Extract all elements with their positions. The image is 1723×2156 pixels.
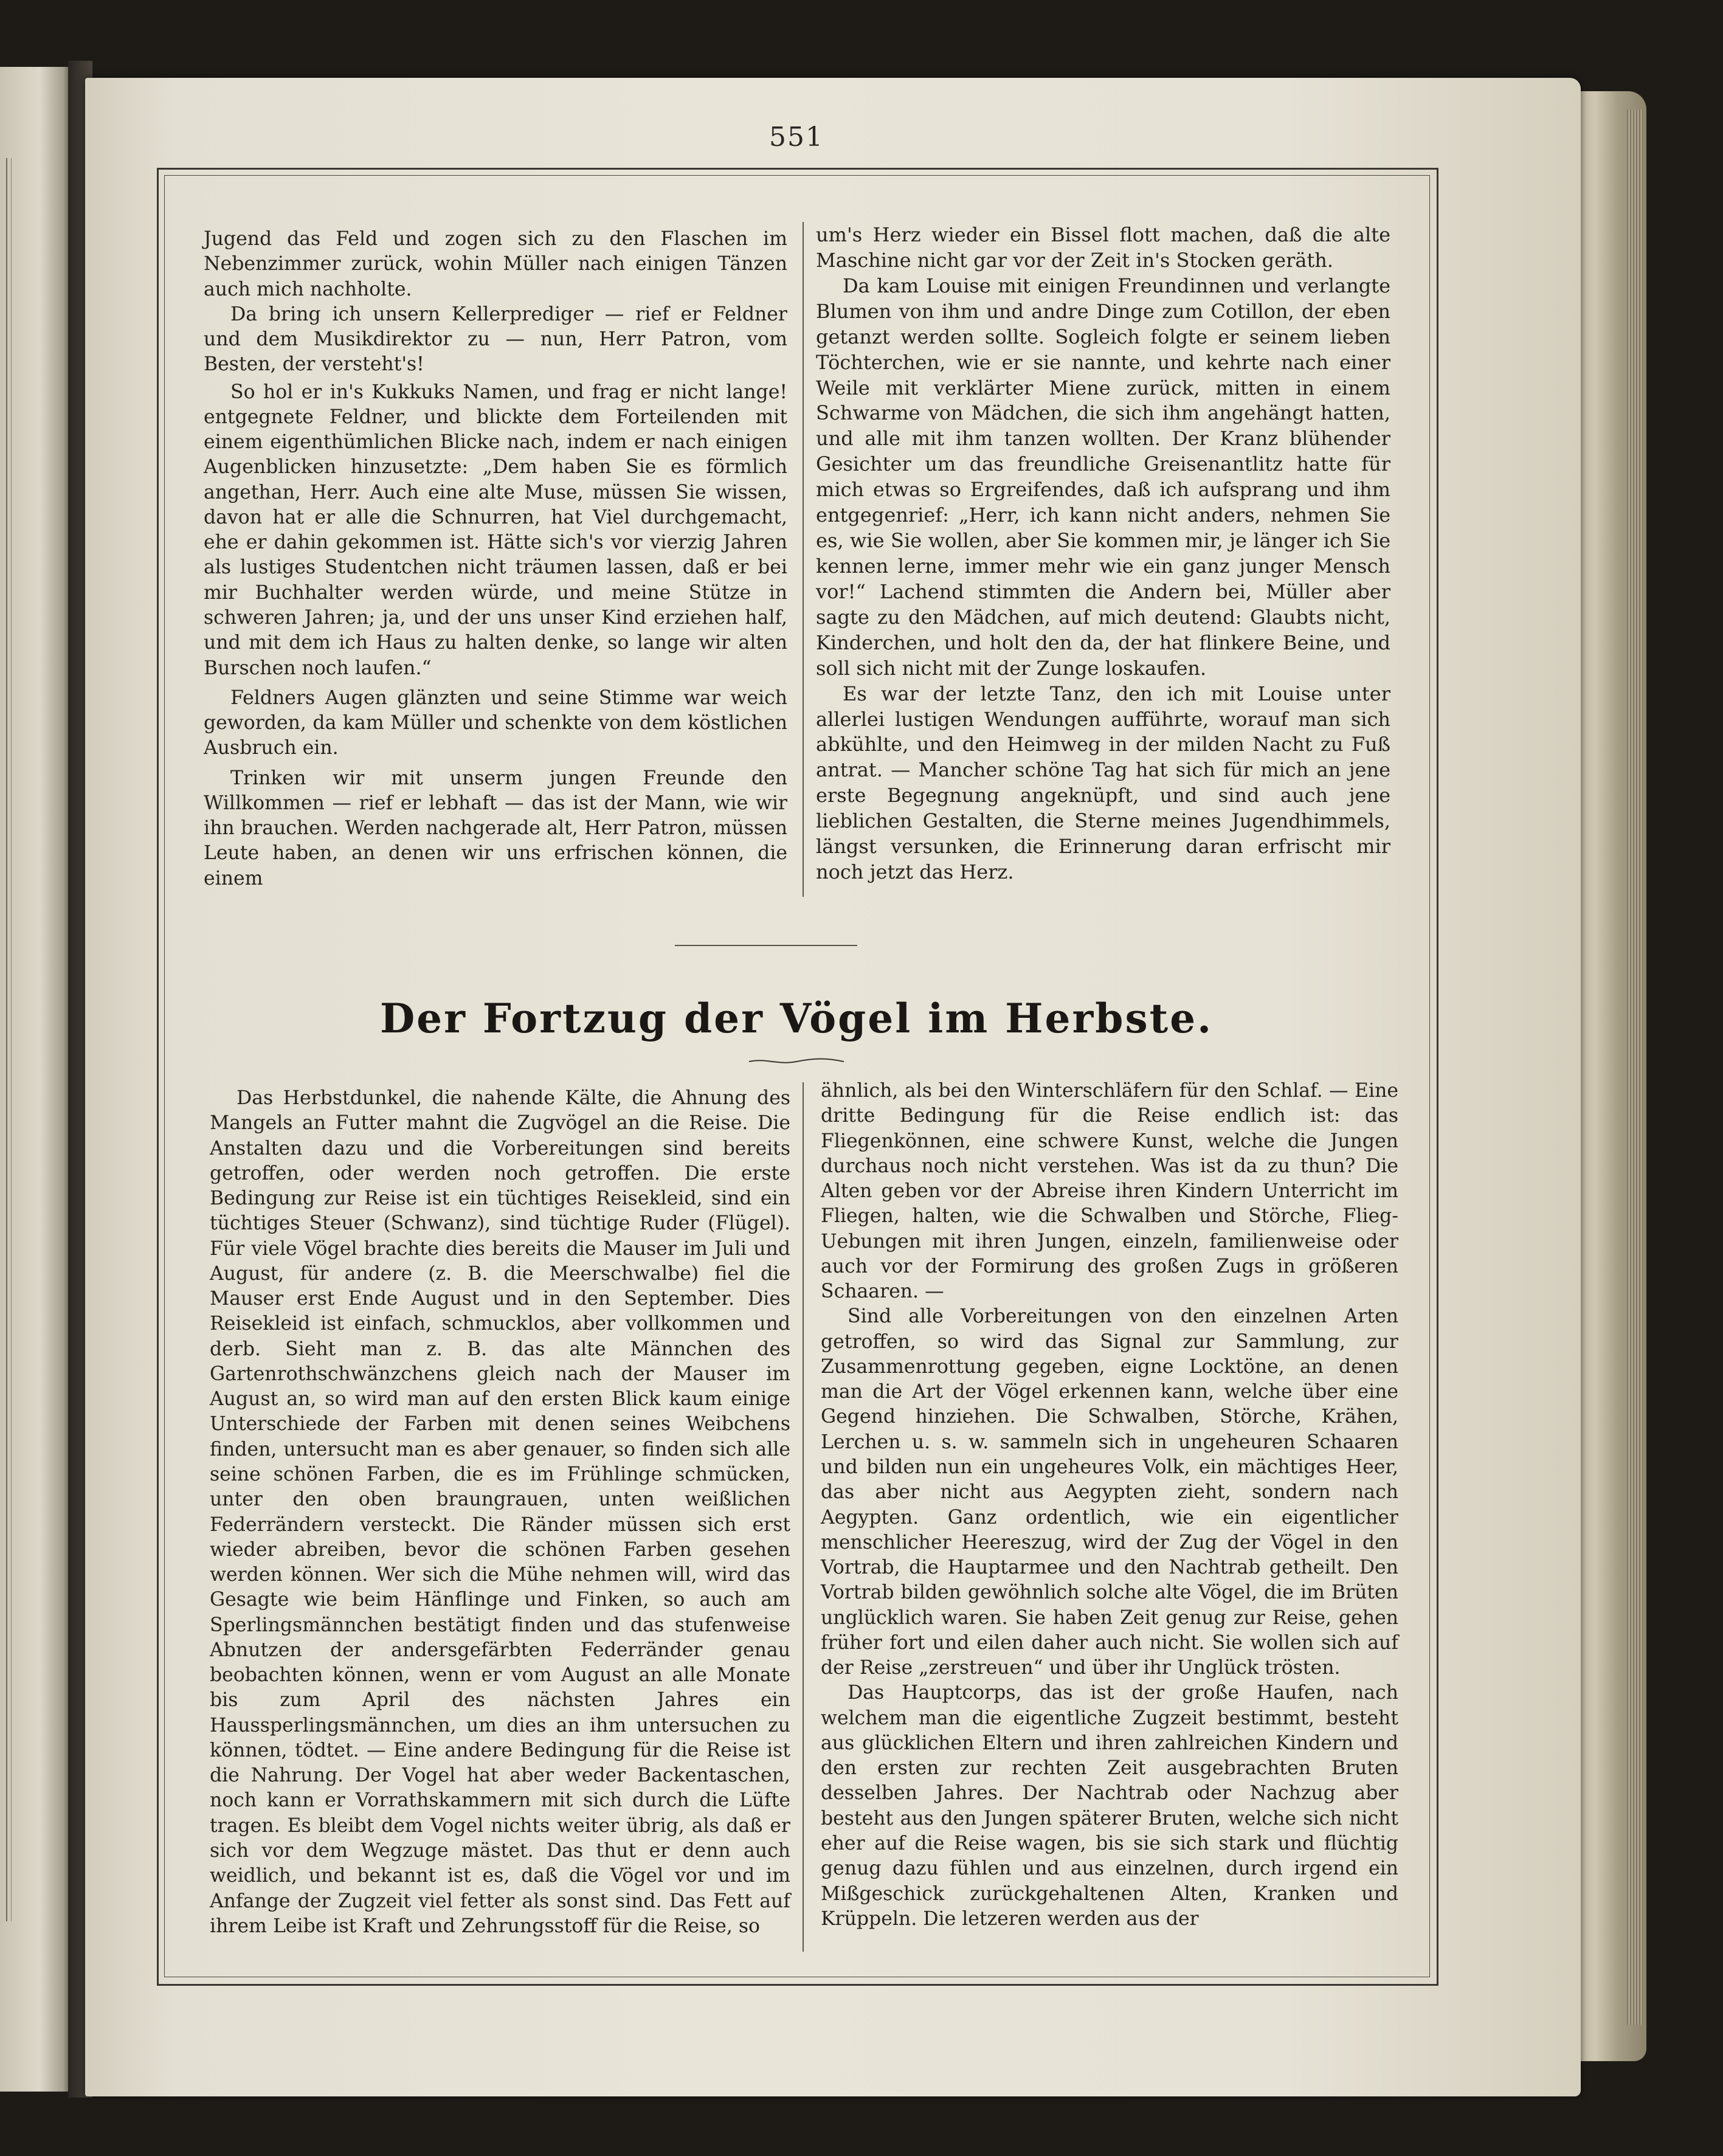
- paragraph: Jugend das Feld und zogen sich zu den Flaschen im Nebenzimmer zurück, wohin Müller nach einigen Tänzen auch mich nachholte.: [204, 228, 787, 300]
- paragraph: um's Herz wieder ein Bissel flott machen, daß die alte Maschine nicht gar vor der Zeit in's Stocken geräth.: [816, 223, 1390, 272]
- paragraph: Feldners Augen glänzten und seine Stimme war weich geworden, da kam Müller und schenkte von dem köstlichen Ausbruch ein.: [204, 686, 787, 759]
- top-right-column: [816, 223, 1390, 885]
- paragraph: Da kam Louise mit einigen Freundinnen und verlangte Blumen von ihm und andre Dinge zum Cotillon, der eben getanzt werden sollte. Sogleich folgte er seinem lieben Töchterchen, wie er sie nannte, und kehrte nach einer Weile mit verklärter Miene zurück, mitten in einem Schwarme von Mädchen, die sich ihm angehängt hatten, und alle mit ihm tanzen wollten. Der Kranz blühender Gesichter um das freundliche Greisenantlitz hatte für mich etwas so Ergreifendes, daß ich aufsprang und ihm entgegenrief: „Herr, ich kann nicht anders, nehmen Sie es, wie Sie wollen, aber Sie kommen mir, je länger ich Sie kennen lerne, immer mehr wie ein ganz junger Mensch vor!“ Lachend stimmten die Andern bei, Müller aber sagte zu den Mädchen, auf mich deutend: Glaubts nicht, Kinderchen, und holt den da, der hat flinkere Beine, und soll sich nicht mit der Zunge loskaufen.: [816, 274, 1390, 680]
- paragraph: So hol er in's Kukkuks Namen, und frag er nicht lange! entgegnete Feldner, und blickte dem Forteilenden mit einem eigenthümlichen Blicke nach, indem er nach einigen Augenblicken hinzusetzte: „Dem haben Sie es förmlich angethan, Herr. Auch eine alte Muse, müssen Sie wissen, davon hat er alle die Schnurren, hat Viel durchgemacht, ehe er dahin gekommen ist. Hätte sich's vor vierzig Jahren als lustiges Studentchen nicht träumen lassen, daß er bei mir Buchhalter werden würde, und meine Stütze in schweren Jahren; ja, und der uns unser Kind erziehen half, und mit dem ich Haus zu halten denke, so lange wir alten Burschen noch laufen.“: [204, 381, 787, 679]
- paragraph: Es war der letzte Tanz, den ich mit Louise unter allerlei lustigen Wendungen aufführte, worauf man sich abkühlte, und den Heimweg in der milden Nacht zu Fuß antrat. — Mancher schöne Tag hat sich für mich an jene erste Begegnung angeknüpft, und sind auch jene lieblichen Gestalten, die Sterne meines Jugendhimmels, längst versunken, die Erinnerung daran erfrischt mir noch jetzt das Herz.: [816, 682, 1390, 884]
- paragraph: Das Herbstdunkel, die nahende Kälte, die Ahnung des Mangels an Futter mahnt die Zugvögel an die Reise. Die Anstalten dazu und die Vorbereitungen sind bereits getroffen, oder werden noch getroffen. Die erste Bedingung zur Reise ist ein tüchtiges Reisekleid, sind ein tüchtiges Steuer (Schwanz), sind tüchtige Ruder (Flügel). Für viele Vögel brachte dies bereits die Mauser im Juli und August, für andere (z. B. die Meerschwalbe) fiel die Mauser erst Ende August und in den September. Dies Reisekleid ist einfach, schmucklos, aber vollkommen und derb. Sieht man z. B. das alte Männchen des Gartenrothschwänzchens gleich nach der Mauser im August an, so wird man auf den ersten Blick kaum einige Unterschiede der Farben mit denen seines Weibchens finden, untersucht man es aber genauer, so finden sich alle seine schönen Farben, die es im Frühlinge schmücken, unter den oben braungrauen, unten weißlichen Federrändern versteckt. Die Ränder müssen sich erst wieder abreiben, bevor die schönen Farben gesehen werden können. Wer sich die Mühe nehmen will, wird das Gesagte wie beim Hänflinge und Finken, so auch am Sperlingsmännchen bestätigt finden und das stufenweise Abnutzen der andersgefärbten Federränder genau beobachten können, wenn er vom August an alle Monate bis zum April des nächsten Jahres ein Haussperlingsmännchen, um dies an ihm untersuchen zu können, tödtet. — Eine andere Bedingung für die Reise ist die Nahrung. Der Vogel hat aber weder Backentaschen, noch kann er Vorrathskammern mit sich durch die Lüfte tragen. Es bleibt dem Vogel nichts weiter übrig, als daß er sich vor dem Wegzuge mästet. Das thut er denn auch weidlich, und bekannt ist es, daß die Vögel vor und im Anfange der Zugzeit viel fetter als sonst sind. Das Fett auf ihrem Leibe ist Kraft und Zehrungsstoff für die Reise, so: [210, 1087, 790, 1937]
- page-stack-edge: [1573, 91, 1646, 2061]
- paragraph: Das Hauptcorps, das ist der große Haufen, nach welchem man die eigentliche Zugzeit bestimmt, besteht aus glücklichen Eltern und ihren zahlreichen Kindern und den ersten zur rechten Zeit ausgebrachten Bruten desselben Jahres. Der Nachtrab oder Nachzug aber besteht aus den Jungen späterer Bruten, welche sich nicht eher auf die Reise wagen, bis sie sich stark und flüchtig genug dazu fühlen und aus einzelnen, durch irgend ein Mißgeschick zurückgehaltenen Alten, Kranken und Krüppeln. Die letzeren werden aus der: [821, 1682, 1398, 1930]
- paragraph: Sind alle Vorbereitungen von den einzelnen Arten getroffen, so wird das Signal zur Sammlung, zur Zusammenrottung gegeben, eigne Locktöne, an denen man die Art der Vögel erkennen kann, welche über eine Gegend hinziehen. Die Schwalben, Störche, Krähen, Lerchen u. s. w. sammeln sich in ungeheuren Schaaren und bilden nun ein ungeheures Volk, ein mächtiges Heer, das aber nicht aus Aegypten zieht, sondern nach Aegypten. Ganz ordentlich, wie ein eigentlicher menschlicher Heereszug, wird der Zug der Vögel in den Vortrab, die Hauptarmee und den Nachtrab getheilt. Den Vortrab bilden gewöhnlich solche alte Vögel, die im Brüten unglücklich waren. Sie haben Zeit genug zur Reise, gehen früher fort und eilen daher auch nicht. Sie wollen sich auf der Reise „zerstreuen“ und über ihr Unglück trösten.: [821, 1305, 1398, 1679]
- column-divider-top: [803, 222, 804, 897]
- paragraph: Trinken wir mit unserm jungen Freunde den Willkommen — rief er lebhaft — das ist der Mann, wie wir ihn brauchen. Werden nachgerade alt, Herr Patron, müssen Leute haben, an denen wir uns erfrischen können, die einem: [204, 767, 787, 890]
- article-title: Der Fortzug der Vögel im Herbste.: [379, 995, 1214, 1042]
- paragraph: Da bring ich unsern Kellerprediger — rief er Feldner und dem Musikdirektor zu — nun, Herr Patron, vom Besten, der versteht's!: [204, 303, 787, 376]
- page-number: 551: [769, 122, 824, 153]
- bottom-left-column: [210, 1086, 790, 1939]
- section-separator: [675, 945, 857, 946]
- paragraph: ähnlich, als bei den Winterschläfern für den Schlaf. — Eine dritte Bedingung für die Reise endlich ist: das Fliegenkönnen, eine schwere Kunst, welche die Jungen durchaus noch nicht verstehen. Was ist da zu thun? Die Alten geben vor der Abreise ihren Kindern Unterricht im Fliegen, halten, wie die Schwalben und Störche, Flieg-Uebungen mit ihren Jungen, einzeln, familienweise oder auch vor der Formirung des großen Zugs in größeren Schaaren. —: [821, 1080, 1398, 1303]
- left-page-edge: [0, 67, 72, 2092]
- bottom-right-column: [821, 1079, 1398, 1932]
- column-divider-bottom: [803, 1082, 804, 1952]
- title-flourish: [748, 1058, 845, 1065]
- top-left-column: [204, 227, 787, 891]
